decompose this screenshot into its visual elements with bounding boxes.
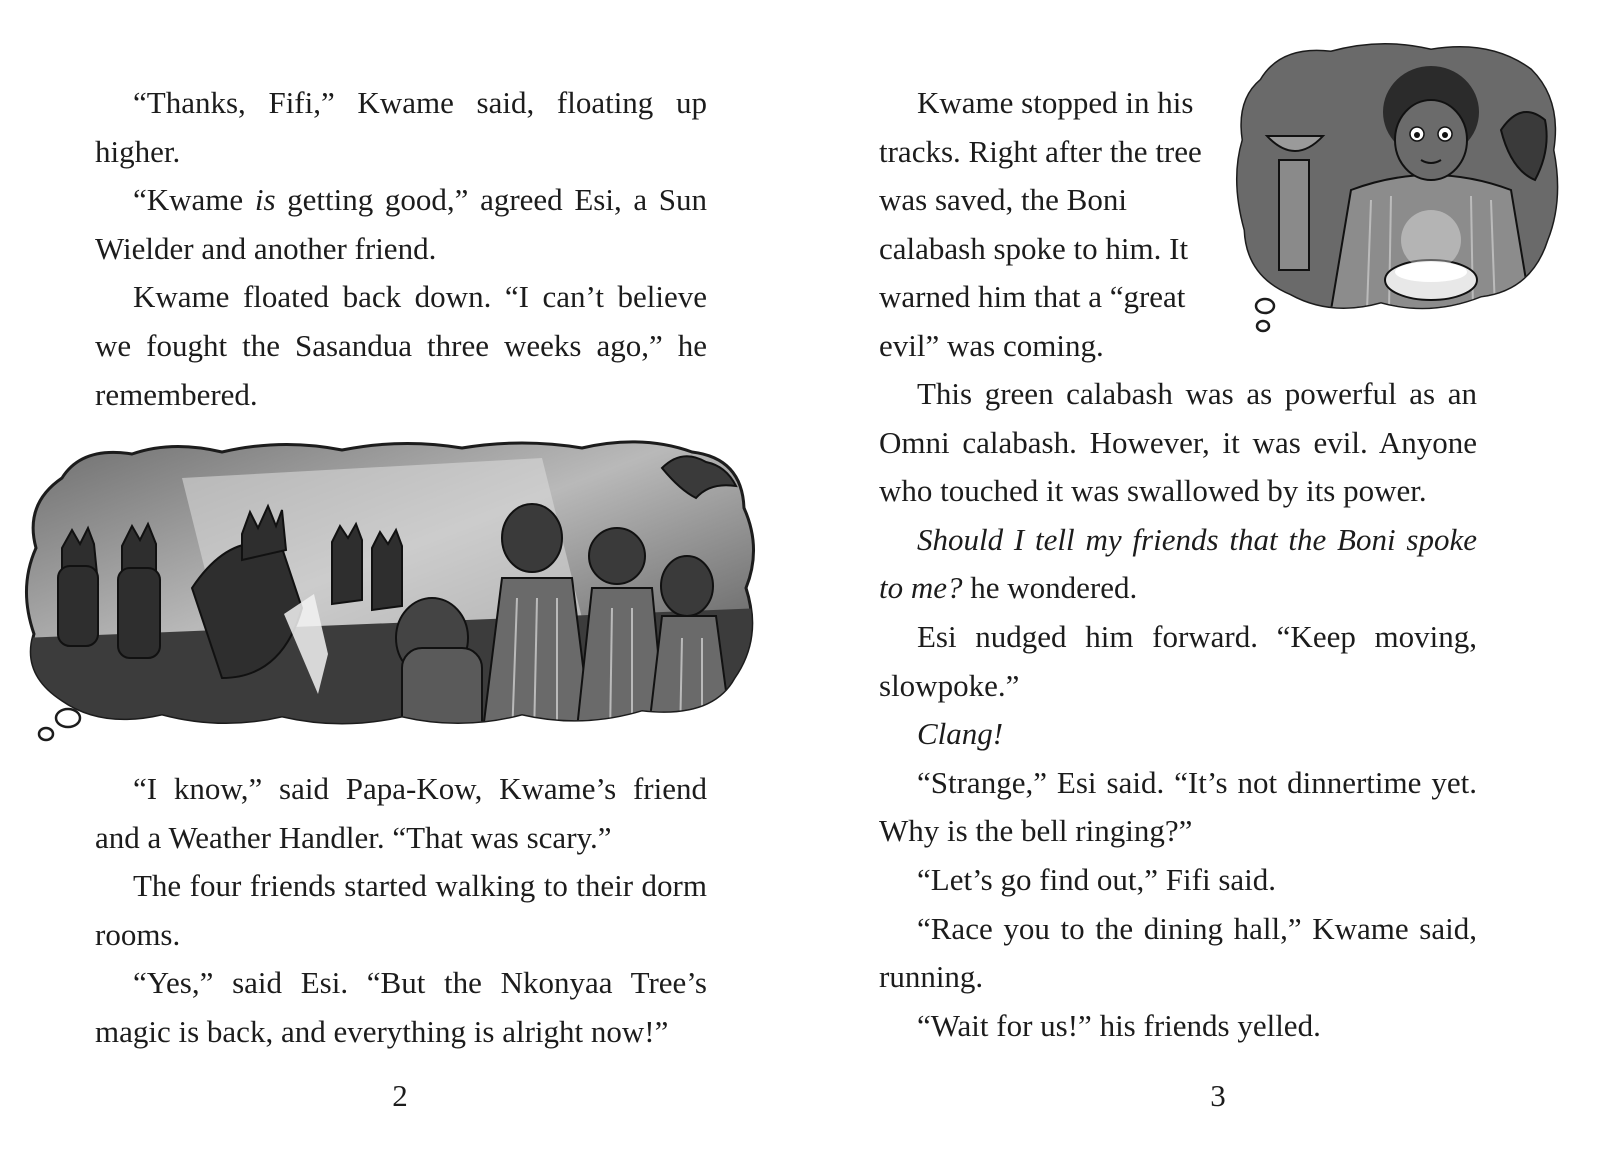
left-page-top-text [95,79,707,419]
paragraph: Should I tell my friends that the Boni spoke to me? he wondered. [879,521,1477,606]
paragraph: “Let’s go find out,” Fifi said. [917,861,1277,897]
battle-scene-image [22,438,762,750]
paragraph: Esi nudged him forward. “Keep moving, slowpoke.” [879,618,1477,703]
paragraph: “Yes,” said Esi. “But the Nkonyaa Tree’s magic is back, and everything is alright now!” [95,965,707,1049]
emphasis: is [254,182,276,218]
emphasis: Should I tell my friends that the Boni spoke to me? [879,521,1477,606]
paragraph: “I know,” said Papa-Kow, Kwame’s friend and a Weather Handler. “That was scary.” [95,771,707,855]
paragraph: “Race you to the dining hall,” Kwame said, running. [879,910,1477,995]
paragraph: Kwame stopped in his tracks. Right after the tree was saved, the Boni calabash spoke to him. It warned him that a “great evil” was coming. [879,85,1202,363]
paragraph: “Kwame is getting good,” agreed Esi, a Sun Wielder and another friend. [95,182,707,266]
emphasis: Clang! [917,716,1004,752]
page-number: 2 [392,1078,408,1113]
right-page-main-text [879,370,1477,1050]
right-page-wrapped-text [879,79,1209,371]
left-page-bottom-text [95,765,707,1057]
paragraph: “Strange,” Esi said. “It’s not dinnertime yet. Why is the bell ringing?” [879,764,1477,849]
paragraph: “Wait for us!” his friends yelled. [917,1007,1321,1043]
page-number: 3 [1210,1078,1226,1113]
right-page [800,0,1600,1162]
paragraph: The four friends started walking to their dorm rooms. [95,868,707,952]
kwame-calabash-image [1231,40,1561,340]
paragraph [879,710,1477,759]
paragraph: Kwame floated back down. “I can’t believe we fought the Sasandua three weeks ago,” he remembered. [95,279,707,412]
paragraph: This green calabash was as powerful as an Omni calabash. However, it was evil. Anyone who touched it was swallowed by its power. [879,376,1477,509]
thought-bubble-battle-illustration [22,438,762,750]
paragraph: “Thanks, Fifi,” Kwame said, floating up higher. [95,85,707,169]
thought-bubble-kwame-illustration [1231,40,1401,340]
